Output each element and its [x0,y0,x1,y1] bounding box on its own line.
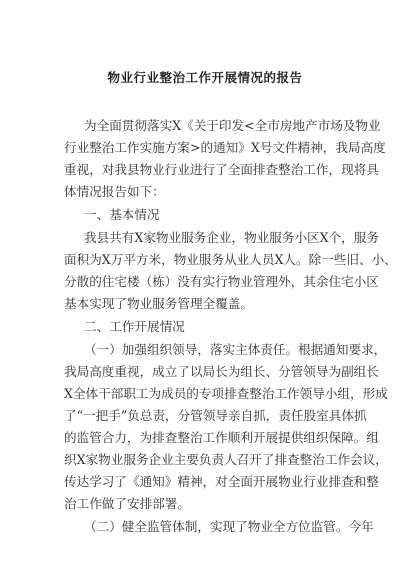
paragraph-line: 体情况报告如下： [64,184,165,199]
paragraph-line: X全体干部职工为成员的专项排查整治工作领导小组，形成 [64,386,388,401]
paragraph-line: 的监管合力，为排查整治工作顺利开展提供组织保障。组 [64,430,379,445]
paragraph-line: 面积为X万平方米，物业服务从业人员X人。除一些旧、小、 [64,252,397,267]
paragraph-line: 治工作做了安排部署。 [64,496,190,511]
section-heading: 二、工作开展情况 [84,319,185,334]
paragraph-line: 了“一把手”负总责，分管领导亲自抓，责任股室具体抓 [64,408,367,423]
paragraph-line: 织X家物业服务企业主要负责人召开了排查整治工作会议， [64,452,388,467]
section-heading: 一、基本情况 [84,207,160,222]
paragraph-line: 基本实现了物业服务管理全覆盖。 [64,296,253,311]
paragraph-line: 分散的住宅楼（栋）没有实行物业管理外，其余住宅小区 [64,274,379,289]
paragraph-line: （二）健全监管体制，实现了物业全方位监管。今年 [84,519,374,534]
document-title: 物业行业整治工作开展情况的报告 [107,70,303,85]
paragraph-line: 我县共有X家物业服务企业，物业服务小区X个，服务 [84,230,379,245]
paragraph-line: 我局高度重视，成立了以局长为组长、分管领导为副组长 [64,364,379,379]
paragraph-line: 传达学习了《通知》精神，对全面开展物业行业排查和整 [64,474,379,489]
paragraph-line: （一）加强组织领导，落实主体责任。根据通知要求， [84,342,387,357]
paragraph-line: 行业整治工作实施方案>的通知》X号文件精神，我局高度 [64,140,386,155]
paragraph-line: 重视，对我县物业行业进行了全面排查整治工作，现将具 [64,162,379,177]
paragraph-line: 为全面贯彻落实X《关于印发<全市房地产市场及物业 [84,118,381,133]
